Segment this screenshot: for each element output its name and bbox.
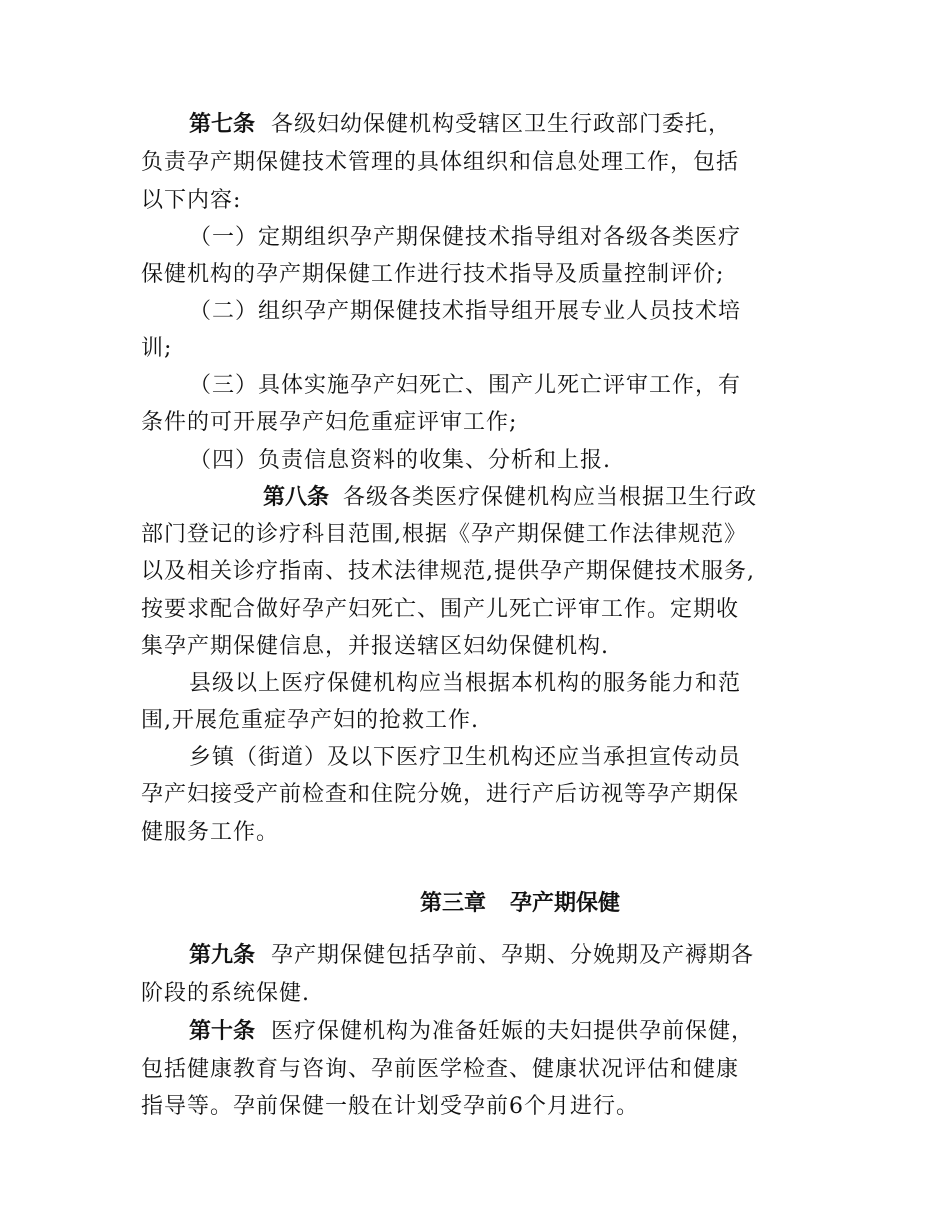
article-7-item-3-line-2: 条件的可开展孕产妇危重症评审工作; bbox=[141, 410, 518, 435]
article-8-label: 第八条 bbox=[263, 485, 330, 510]
article-8-line-1 bbox=[141, 484, 811, 512]
article-9-line-1 bbox=[141, 942, 811, 970]
article-10-line-1 bbox=[141, 1018, 811, 1046]
article-8-para-2-line-2: 围,开展危重症孕产妇的抢救工作. bbox=[141, 708, 479, 733]
article-8-para-3-line-3: 健服务工作。 bbox=[141, 820, 280, 845]
chapter-title: 孕产期保健 bbox=[510, 891, 621, 916]
article-7-line-1 bbox=[141, 111, 811, 139]
chapter-heading bbox=[420, 890, 620, 918]
article-8-line-4: 按要求配合做好孕产妇死亡、围产儿死亡评审工作。定期收 bbox=[141, 597, 740, 622]
article-7-item-1-line-2: 保健机构的孕产期保健工作进行技术指导及质量控制评价; bbox=[141, 262, 725, 287]
article-7-item-4: （四）负责信息资料的收集、分析和上报. bbox=[189, 448, 611, 473]
article-9-text: 孕产期保健包括孕前、孕期、分娩期及产褥期各 bbox=[271, 943, 755, 968]
article-8-para-3-line-1: 乡镇（街道）及以下医疗卫生机构还应当承担宣传动员 bbox=[189, 745, 742, 770]
article-7-line-2: 负责孕产期保健技术管理的具体组织和信息处理工作，包括 bbox=[141, 150, 740, 175]
article-10-line-3: 指导等。孕前保健一般在计划受孕前6个月进行。 bbox=[141, 1094, 639, 1119]
article-7-text: 各级妇幼保健机构受辖区卫生行政部门委托， bbox=[271, 112, 732, 137]
article-10-line-2: 包括健康教育与咨询、孕前医学检查、健康状况评估和健康 bbox=[141, 1057, 740, 1082]
article-8-line-3: 以及相关诊疗指南、技术法律规范,提供孕产期保健技术服务, bbox=[141, 559, 755, 584]
article-8-line-2: 部门登记的诊疗科目范围,根据《孕产期保健工作法律规范》 bbox=[141, 522, 747, 547]
article-7-label: 第七条 bbox=[189, 112, 256, 137]
article-8-line-5: 集孕产期保健信息，并报送辖区妇幼保健机构. bbox=[141, 634, 609, 659]
article-7-item-2-line-2: 训; bbox=[141, 336, 173, 361]
article-8-para-2-line-1: 县级以上医疗保健机构应当根据本机构的服务能力和范 bbox=[189, 671, 742, 696]
article-7-item-3-line-1: （三）具体实施孕产妇死亡、围产儿死亡评审工作，有 bbox=[189, 373, 742, 398]
article-7-item-2-line-1: （二）组织孕产期保健技术指导组开展专业人员技术培 bbox=[189, 299, 742, 324]
article-9-line-2: 阶段的系统保健. bbox=[141, 981, 310, 1006]
article-7-line-3: 以下内容: bbox=[141, 188, 242, 213]
article-8-para-3-line-2: 孕产妇接受产前检查和住院分娩，进行产后访视等孕产期保 bbox=[141, 782, 740, 807]
article-10-label: 第十条 bbox=[189, 1019, 256, 1044]
article-10-text: 医疗保健机构为准备妊娠的夫妇提供孕前保健， bbox=[271, 1019, 755, 1044]
chapter-number: 第三章 bbox=[420, 891, 487, 916]
article-8-text: 各级各类医疗保健机构应当根据卫生行政 bbox=[343, 485, 758, 510]
article-7-item-1-line-1: （一）定期组织孕产期保健技术指导组对各级各类医疗 bbox=[189, 225, 742, 250]
article-9-label: 第九条 bbox=[189, 943, 256, 968]
